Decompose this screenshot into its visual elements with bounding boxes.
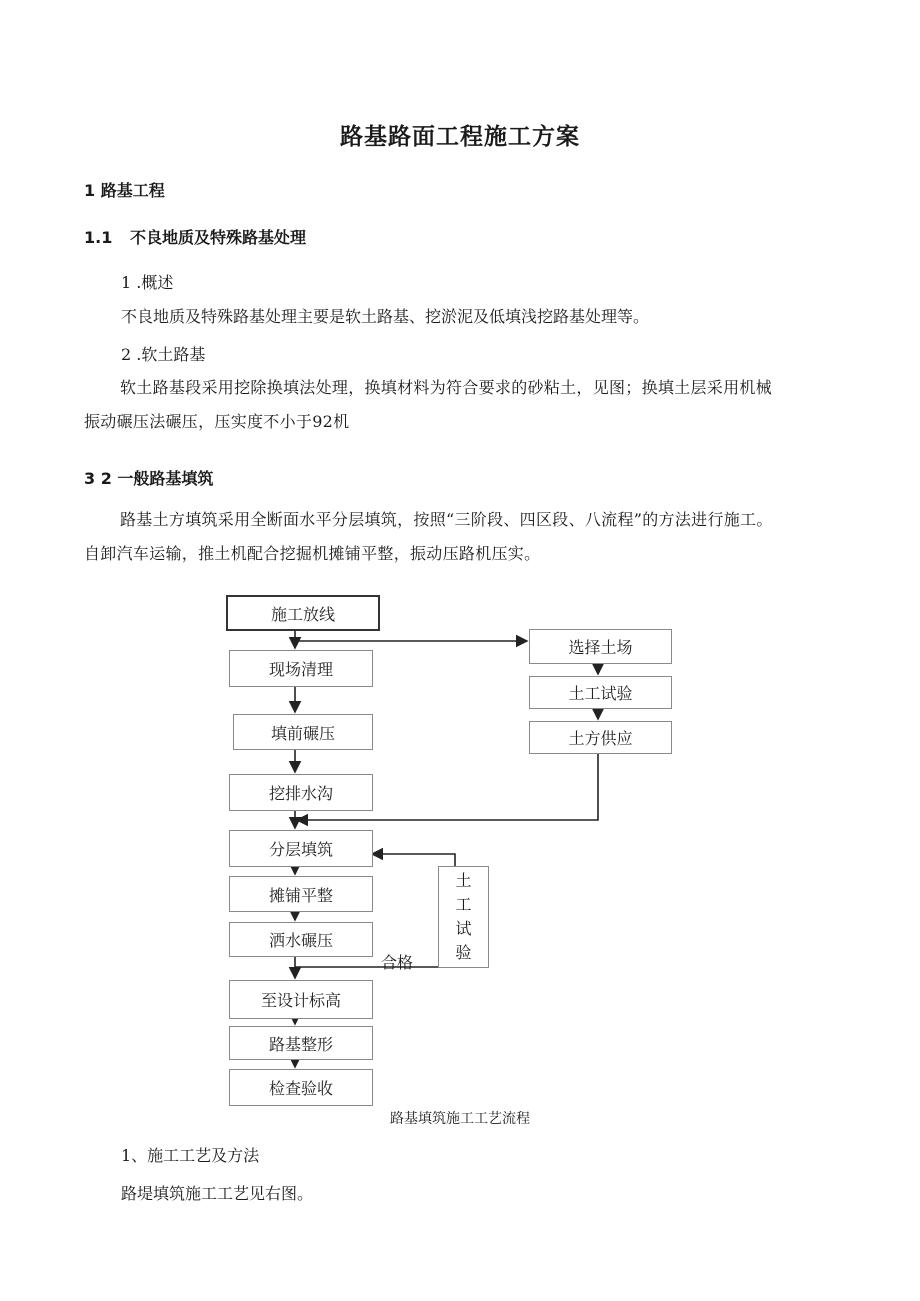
page-title: 路基路面工程施工方案 [340, 124, 580, 150]
paragraph-soft-soil: 软土路基段采用挖除换填法处理，换填材料为符合要求的砂粘土，见图；换填土层采用机械振动碾压法碾压，压实度不小于92机 [84, 378, 773, 431]
arrow-test-back [372, 854, 455, 866]
section-heading-3-2: 3 2 一般路基填筑 [84, 469, 214, 488]
flow-step-watering: 洒水碾压 [229, 922, 373, 957]
flow-step-inspection: 检查验收 [229, 1069, 373, 1106]
section-number: 1.1 [84, 228, 113, 247]
test-char: 土 [455, 871, 472, 890]
flow-step-soil-supply: 土方供应 [529, 721, 672, 754]
figure-caption: 路基填筑施工工艺流程 [390, 1111, 530, 1127]
flow-step-layout: 施工放线 [226, 595, 380, 631]
flow-step-ditch: 挖排水沟 [229, 774, 373, 811]
list-item-process: 1、施工工艺及方法 [121, 1146, 260, 1165]
paragraph-process: 路堤填筑施工工艺见右图。 [121, 1184, 314, 1203]
flow-pass-label: 合格 [381, 953, 414, 972]
section-heading-1: 1 路基工程 [84, 181, 165, 200]
list-item-overview: 1 .概述 [121, 273, 174, 292]
flow-step-spreading: 摊铺平整 [229, 876, 373, 912]
flow-step-layered-fill: 分层填筑 [229, 830, 373, 867]
paragraph-fill: 路基土方填筑采用全断面水平分层填筑，按照“三阶段、四区段、八流程”的方法进行施工。自卸汽车运输，推土机配合挖掘机摊铺平整，振动压路机压实。 [84, 510, 773, 563]
list-item-soft-soil: 2 .软土路基 [121, 345, 206, 364]
flow-test-box [438, 866, 489, 968]
flow-step-soil-test: 土工试验 [529, 676, 672, 709]
paragraph-overview: 不良地质及特殊路基处理主要是软土路基、挖淤泥及低填浅挖路基处理等。 [121, 307, 650, 326]
test-char: 试 [455, 919, 472, 938]
flow-step-clearing: 现场清理 [229, 650, 373, 687]
flow-step-select-site: 选择土场 [529, 629, 672, 664]
section-heading-label: 不良地质及特殊路基处理 [130, 228, 307, 247]
flow-step-design-elevation: 至设计标高 [229, 980, 373, 1019]
test-char: 工 [455, 895, 472, 914]
test-char: 验 [455, 943, 472, 962]
flow-step-shaping: 路基整形 [229, 1026, 373, 1060]
flow-step-pre-compaction: 填前碾压 [233, 714, 373, 750]
